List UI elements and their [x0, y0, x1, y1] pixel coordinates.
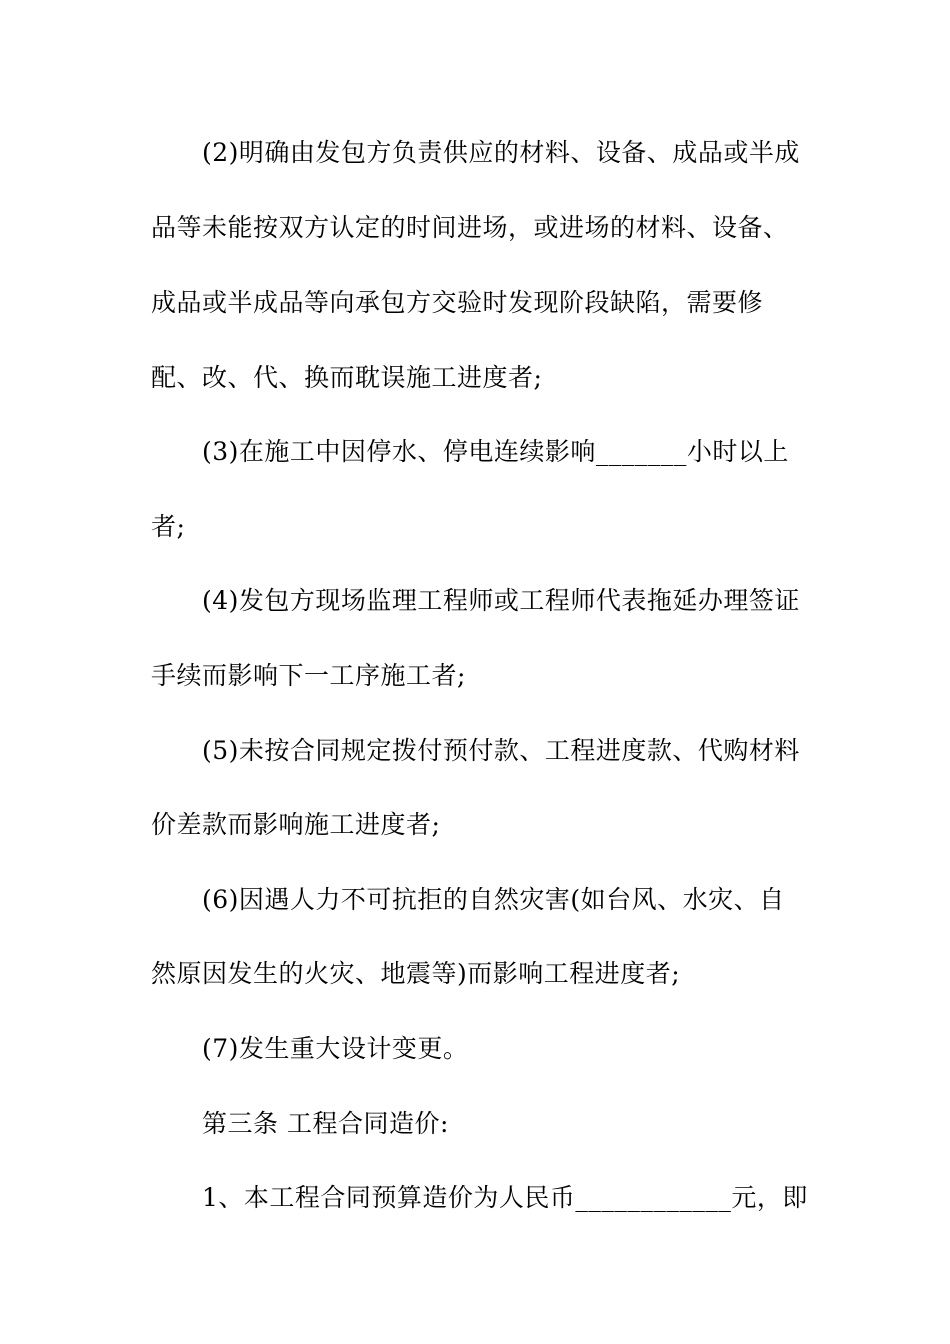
paragraph-7-line-1: (7)发生重大设计变更。	[202, 1034, 469, 1063]
paragraph-2-line-4: 配、改、代、换而耽误施工进度者;	[151, 363, 543, 392]
paragraph-6-line-2: 然原因发生的火灾、地震等)而影响工程进度者;	[151, 959, 681, 988]
paragraph-2-line-3: 成品或半成品等向承包方交验时发现阶段缺陷，需要修	[151, 288, 764, 317]
paragraph-2-line-1: (2)明确由发包方负责供应的材料、设备、成品或半成	[202, 138, 800, 167]
paragraph-3-line-1: (3)在施工中因停水、停电连续影响_______小时以上	[202, 437, 789, 466]
paragraph-4-line-1: (4)发包方现场监理工程师或工程师代表拖延办理签证	[202, 586, 800, 615]
article-3-item-1-line-1: 1、本工程合同预算造价为人民币____________元，即	[202, 1183, 808, 1212]
paragraph-6-line-1: (6)因遇人力不可抗拒的自然灾害(如台风、水灾、自	[202, 885, 785, 914]
paragraph-3-line-2: 者;	[151, 512, 186, 541]
article-3-heading: 第三条 工程合同造价:	[202, 1109, 449, 1138]
paragraph-5-line-1: (5)未按合同规定拨付预付款、工程进度款、代购材料	[202, 736, 800, 765]
paragraph-5-line-2: 价差款而影响施工进度者;	[151, 810, 441, 839]
paragraph-4-line-2: 手续而影响下一工序施工者;	[151, 661, 466, 690]
paragraph-2-line-2: 品等未能按双方认定的时间进场，或进场的材料、设备、	[151, 213, 789, 242]
